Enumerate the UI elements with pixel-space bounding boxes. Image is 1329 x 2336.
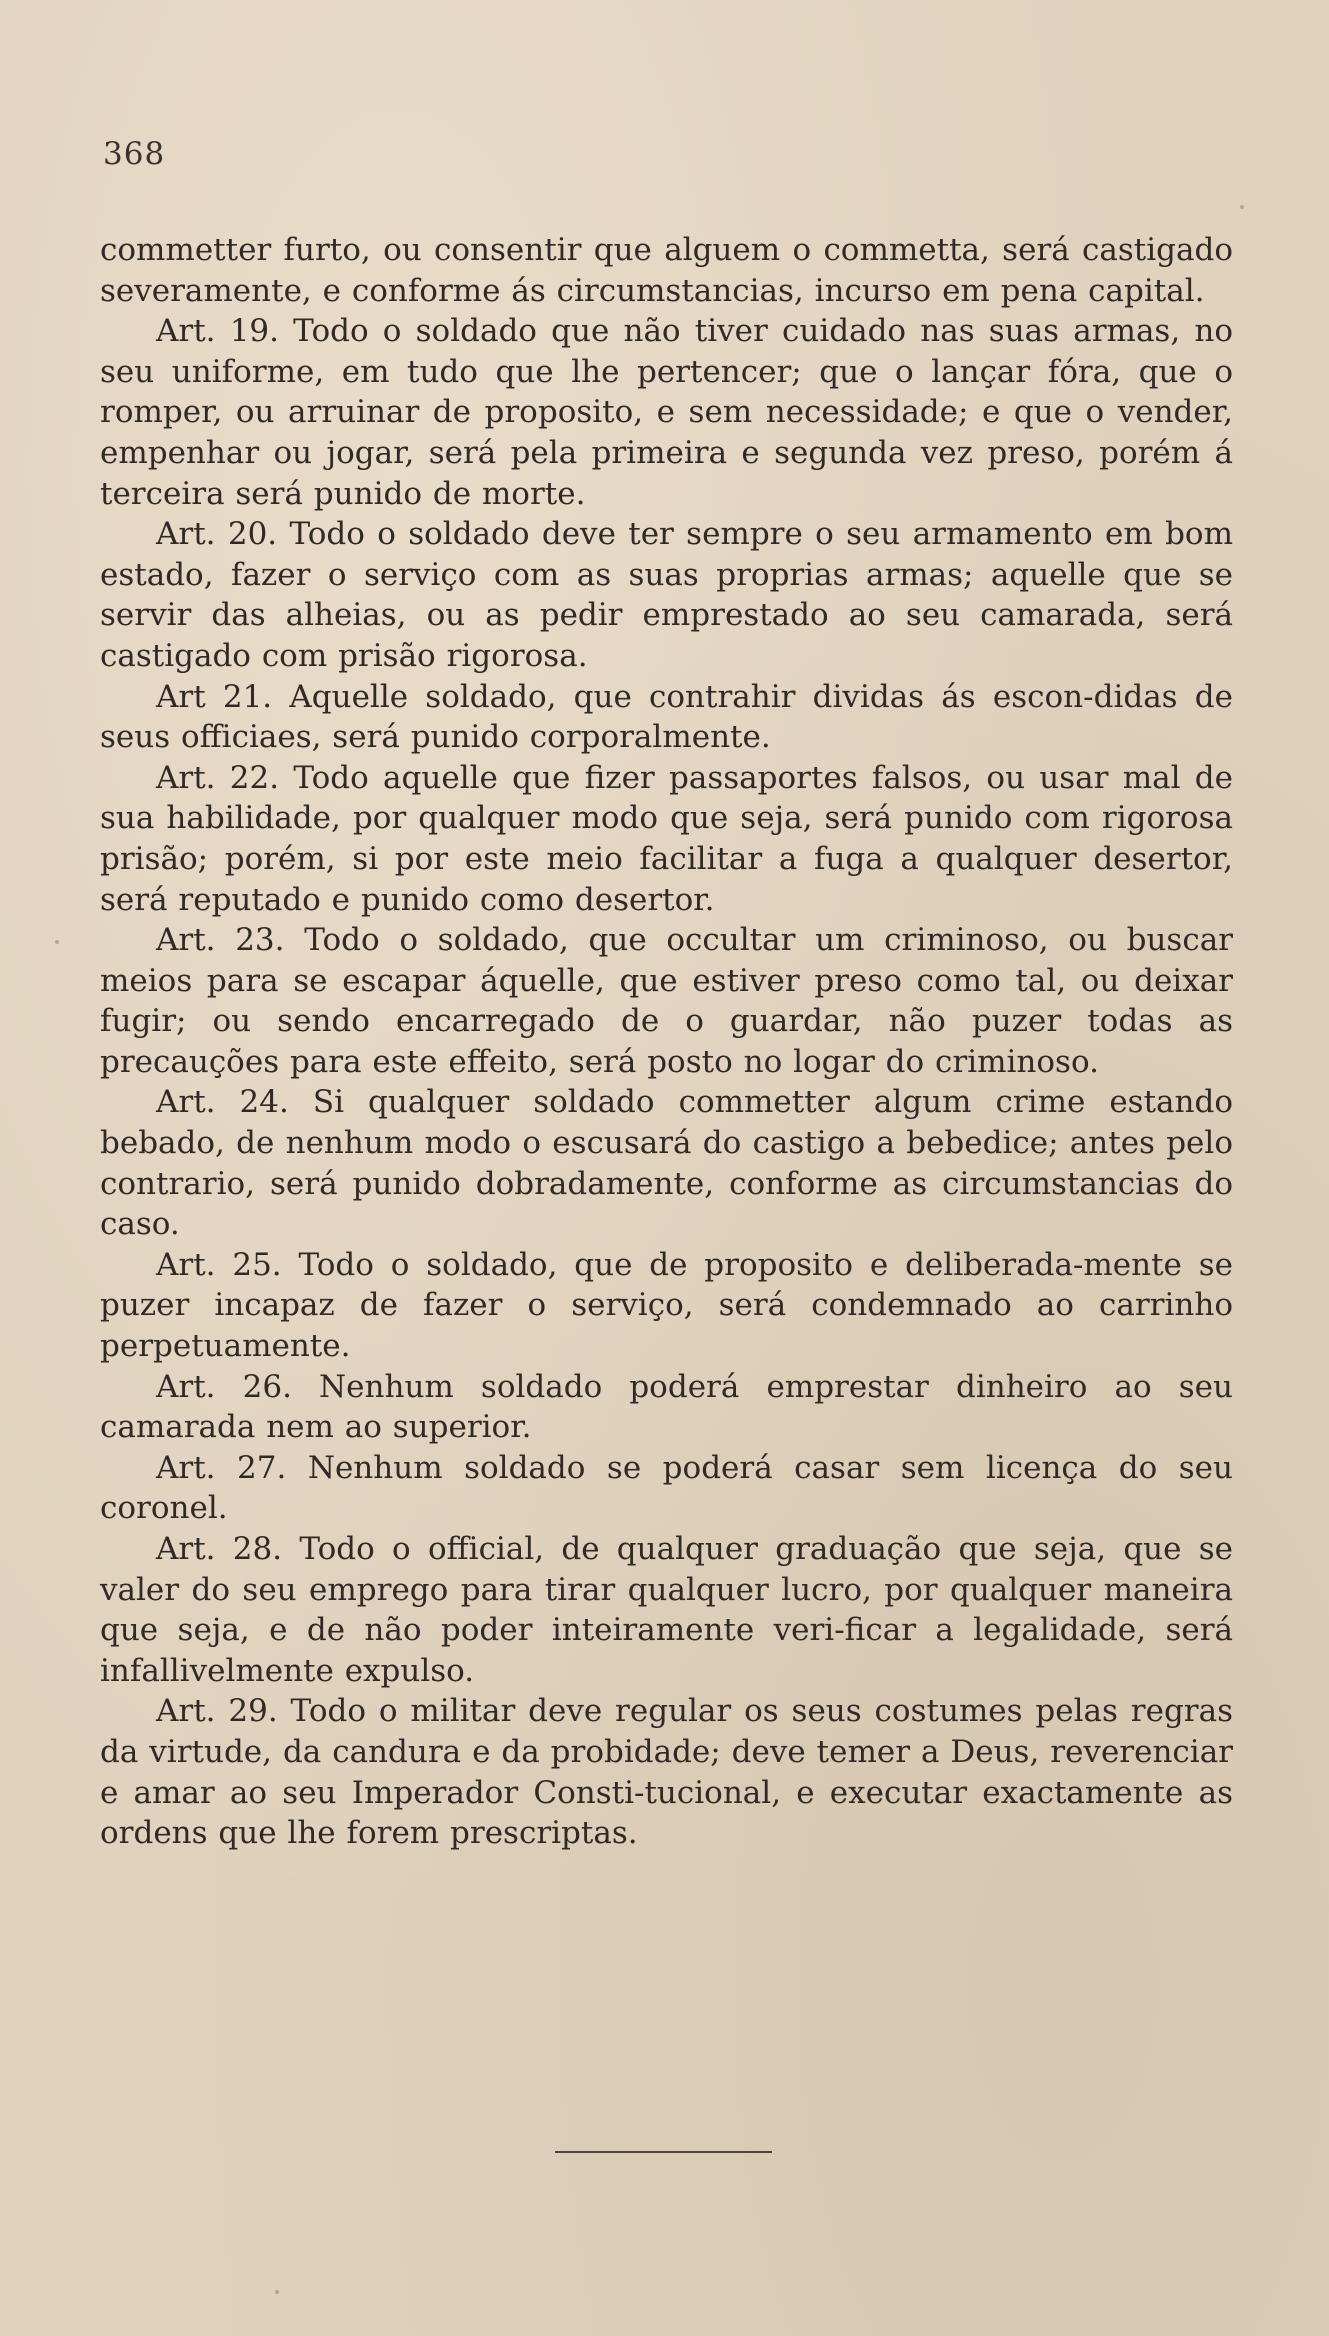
paper-speck <box>275 2290 279 2294</box>
paragraph-art-27: Art. 27. Nenhum soldado se poderá casar sem licença do seu coronel. <box>100 1449 1233 1527</box>
paragraph-art-19: Art. 19. Todo o soldado que não tiver cuidado nas suas armas, no seu uniforme, em tudo que lhe pertencer; que o lançar fóra, que o romper, ou arruinar de proposito, e sem necessidade; e que o vender, empenhar ou jogar, será pela primeira e segunda vez preso, porém á terceira será punido de morte. <box>100 313 1233 512</box>
paper-speck <box>1240 205 1244 209</box>
paragraph-art-28: Art. 28. Todo o official, de qualquer graduação que seja, que se valer do seu emprego para tirar qualquer lucro, por qualquer maneira que seja, e de não poder inteiramente veri-ficar a legalidade, será infallivelmente expulso. <box>100 1531 1233 1689</box>
paragraph-art-24: Art. 24. Si qualquer soldado commetter algum crime estando bebado, de nenhum modo o escusará do castigo a bebedice; antes pelo contrario, será punido dobradamente, conforme as circumstancias do caso. <box>100 1084 1233 1243</box>
paragraph-art-21: Art 21. Aquelle soldado, que contrahir dividas ás escon-didas de seus officiaes, será punido corporalmente. <box>100 678 1233 756</box>
page-number: 368 <box>103 136 166 172</box>
body-text <box>100 230 1233 1854</box>
paragraph-continuation: commetter furto, ou consentir que alguem o commetta, será castigado severamente, e conforme ás circumstancias, incurso em pena capital. <box>100 232 1233 309</box>
paper-speck <box>55 940 59 944</box>
paragraph-art-20: Art. 20. Todo o soldado deve ter sempre o seu armamento em bom estado, fazer o serviço com as suas proprias armas; aquelle que se servir das alheias, ou as pedir emprestado ao seu camarada, será castigado com prisão rigorosa. <box>100 516 1233 674</box>
end-rule-divider <box>555 2151 772 2153</box>
paragraph-art-22: Art. 22. Todo aquelle que fizer passaportes falsos, ou usar mal de sua habilidade, por qualquer modo que seja, será punido com rigorosa prisão; porém, si por este meio facilitar a fuga a qualquer desertor, será reputado e punido como desertor. <box>100 759 1233 918</box>
paragraph-art-29: Art. 29. Todo o militar deve regular os seus costumes pelas regras da virtude, da candura e da probidade; deve temer a Deus, reverenciar e amar ao seu Imperador Consti-tucional, e executar exactamente as ordens que lhe forem prescriptas. <box>100 1693 1233 1852</box>
paragraph-art-25: Art. 25. Todo o soldado, que de proposito e deliberada-mente se puzer incapaz de fazer o serviço, será condemnado ao carrinho perpetuamente. <box>100 1246 1233 1365</box>
paragraph-art-23: Art. 23. Todo o soldado, que occultar um criminoso, ou buscar meios para se escapar áquelle, que estiver preso como tal, ou deixar fugir; ou sendo encarregado de o guardar, não puzer todas as precauções para este effeito, será posto no logar do criminoso. <box>100 922 1233 1080</box>
paragraph-art-26: Art. 26. Nenhum soldado poderá emprestar dinheiro ao seu camarada nem ao superior. <box>100 1368 1233 1446</box>
